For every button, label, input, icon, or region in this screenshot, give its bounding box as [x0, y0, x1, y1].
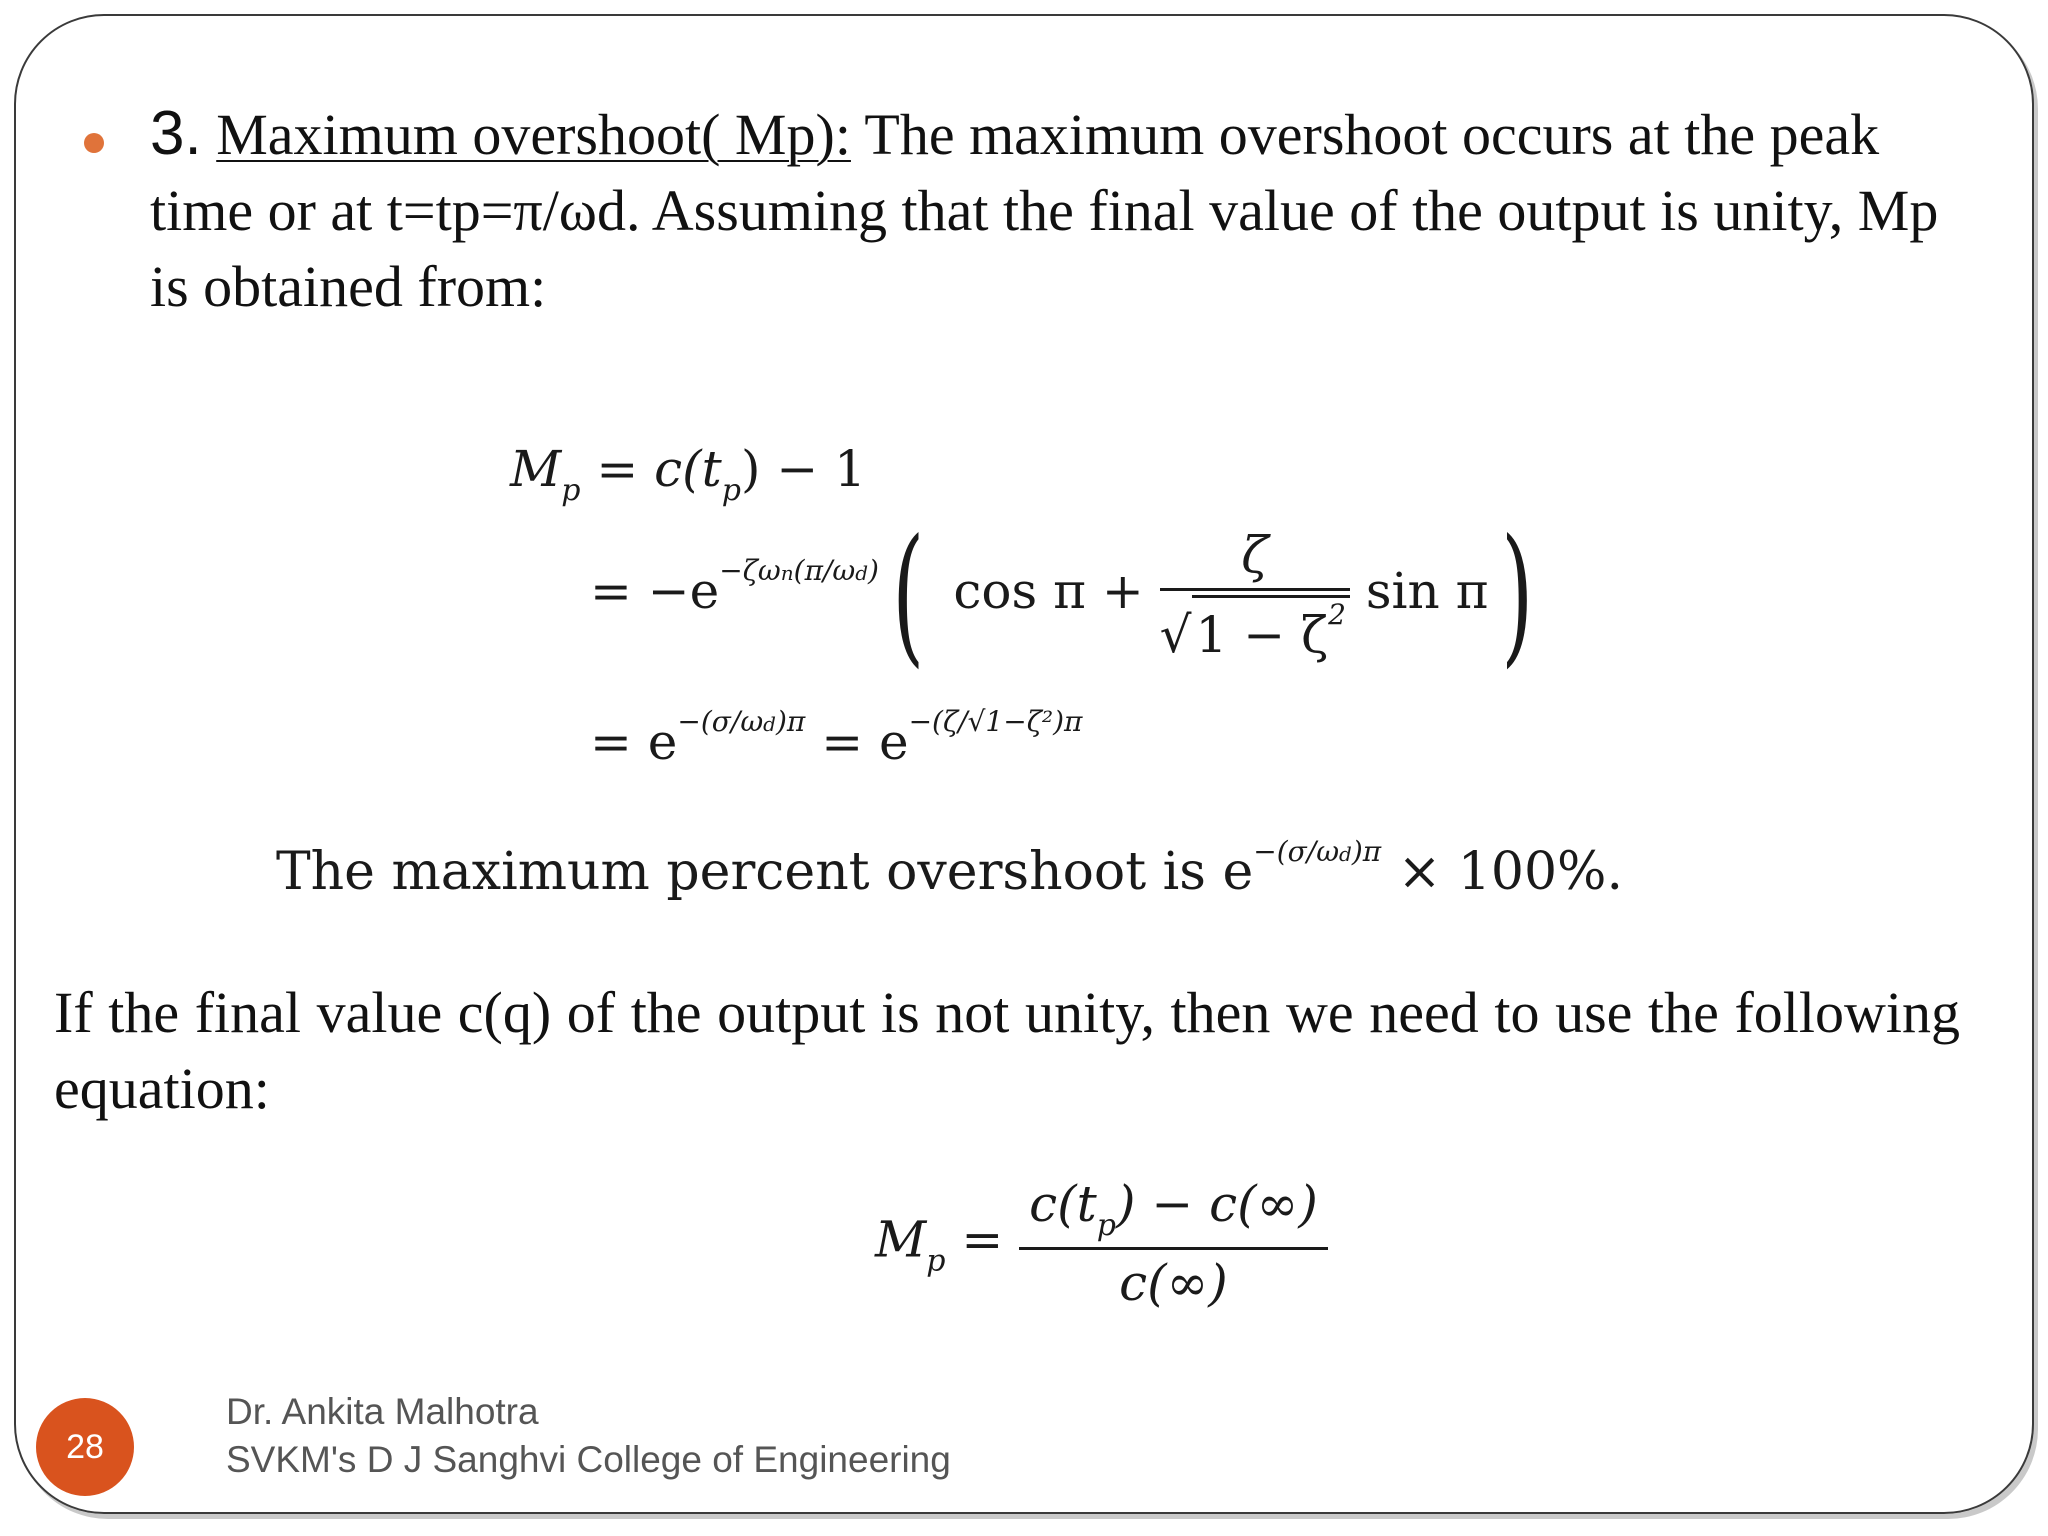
overshoot-fraction: $\frac{c(t_p) - c(\infty)}{c(\infty)}$: [1019, 1175, 1328, 1312]
equation-line-2: = $-e^{-\zeta\omega n(\pi/\omega d)}$( cos π + $\frac{\zeta}{√1 - \zeta^2}$ sin π): [590, 508, 1534, 682]
non-unity-paragraph: If the final value c(q) of the output is not unity, then we need to use the following equation:: [54, 980, 1960, 1121]
footer-author: Dr. Ankita Malhotra: [226, 1391, 539, 1432]
percent-overshoot-statement: The maximum percent overshoot is $e^{-(\sigma/\omega d)\pi} \times 100\%$.: [276, 835, 1623, 902]
equation-line-3: = $e^{-(\sigma/\omega d)\pi} = e^{-(\zeta/√1-\zeta^2)\pi}$: [590, 705, 1083, 771]
point-heading: Maximum overshoot( Mp):: [216, 102, 851, 167]
footer-institution: SVKM's D J Sanghvi College of Engineering: [226, 1439, 951, 1480]
zeta-fraction: $\frac{\zeta}{√1 - \zeta^2}$: [1160, 526, 1350, 664]
point-text: The maximum overshoot occurs at the peak time or at t=tp=π/ωd. Assuming that the final value of the output is unity, Mp is obtained from:: [150, 102, 1939, 319]
general-overshoot-equation: $M_p$ = $\frac{c(t_p) - c(\infty)}{c(\infty)}$: [875, 1175, 1328, 1312]
footer-credits: [226, 1388, 951, 1484]
point-paragraph: [150, 96, 1950, 325]
equation-line-1: $M_p = c(t_p) - 1$: [510, 440, 866, 508]
bullet-dot: [84, 133, 104, 153]
page-number-badge: 28: [36, 1398, 134, 1496]
point-number: 3.: [150, 99, 202, 168]
